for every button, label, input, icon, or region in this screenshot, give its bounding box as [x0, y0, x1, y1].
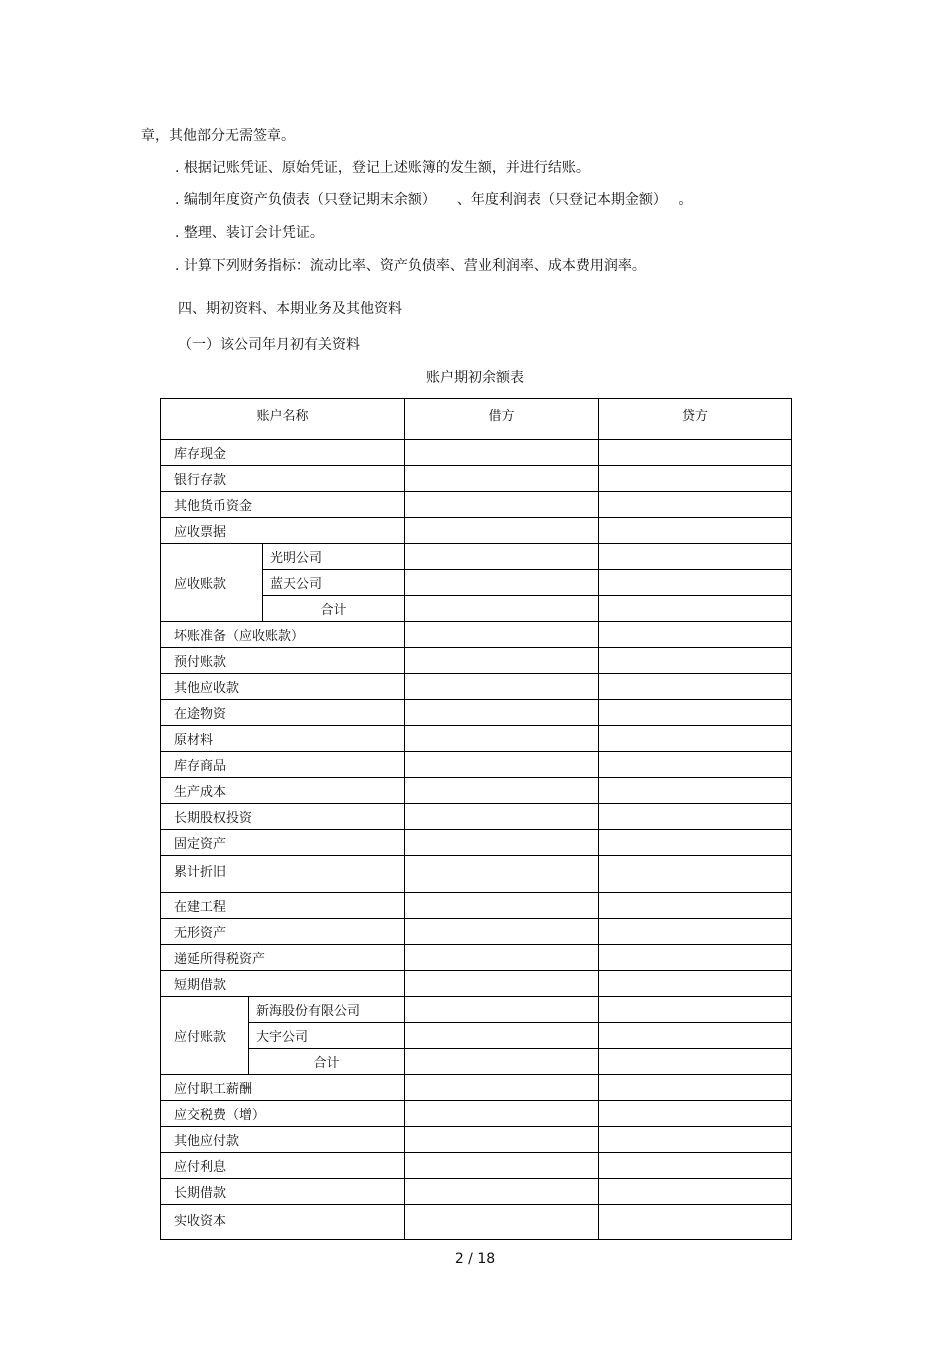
table-row: [161, 752, 792, 778]
table-row: [161, 1049, 792, 1075]
debit-cell: [405, 830, 599, 856]
credit-cell: [599, 726, 792, 752]
intro-line-4: . 整理、装订会计凭证。: [175, 225, 324, 241]
account-name: 应收票据: [161, 518, 405, 544]
account-sub-name: 大宇公司: [249, 1023, 405, 1049]
credit-cell: [599, 804, 792, 830]
account-name: 其他应收款: [161, 674, 405, 700]
debit-cell: [405, 440, 599, 466]
table-title: 账户期初余额表: [426, 370, 524, 386]
table-row: [161, 1153, 792, 1179]
credit-cell: [599, 997, 792, 1023]
debit-cell: [405, 1049, 599, 1075]
debit-cell: [405, 893, 599, 919]
intro-line-3: . 编制年度资产负债表（只登记期末余额） 、年度利润表（只登记本期金额） 。: [175, 192, 693, 208]
debit-cell: [405, 492, 599, 518]
table-row: [161, 440, 792, 466]
table-row: [161, 518, 792, 544]
account-name: 应付职工薪酬: [161, 1075, 405, 1101]
credit-cell: [599, 893, 792, 919]
table-row: [161, 648, 792, 674]
credit-cell: [599, 830, 792, 856]
table-row: [161, 622, 792, 648]
account-name: 长期借款: [161, 1179, 405, 1205]
debit-cell: [405, 726, 599, 752]
credit-cell: [599, 492, 792, 518]
table-row: [161, 830, 792, 856]
account-sub-name: 光明公司: [263, 544, 405, 570]
table-row: [161, 856, 792, 893]
credit-cell: [599, 1205, 792, 1240]
debit-cell: [405, 752, 599, 778]
account-name: 实收资本: [161, 1205, 405, 1240]
debit-cell: [405, 700, 599, 726]
account-name: 其他货币资金: [161, 492, 405, 518]
table-row: [161, 544, 792, 570]
account-name: 预付账款: [161, 648, 405, 674]
debit-cell: [405, 674, 599, 700]
table-row: [161, 1179, 792, 1205]
credit-cell: [599, 1179, 792, 1205]
debit-cell: [405, 570, 599, 596]
account-name: 应付利息: [161, 1153, 405, 1179]
credit-cell: [599, 570, 792, 596]
table-row: [161, 1127, 792, 1153]
table-row: [161, 1075, 792, 1101]
credit-cell: [599, 856, 792, 893]
debit-cell: [405, 466, 599, 492]
table-row: [161, 492, 792, 518]
debit-cell: [405, 596, 599, 622]
intro-line-5: . 计算下列财务指标：流动比率、资产负债率、营业利润率、成本费用润率。: [175, 258, 646, 274]
debit-cell: [405, 1153, 599, 1179]
debit-cell: [405, 544, 599, 570]
account-name: 递延所得税资产: [161, 945, 405, 971]
credit-cell: [599, 1023, 792, 1049]
account-sub-name: 蓝天公司: [263, 570, 405, 596]
header-account: 账户名称: [161, 399, 405, 440]
subtotal-label: 合计: [249, 1049, 405, 1075]
account-name: 累计折旧: [161, 856, 405, 893]
debit-cell: [405, 622, 599, 648]
credit-cell: [599, 1075, 792, 1101]
account-group-receivable: 应收账款: [161, 544, 263, 622]
debit-cell: [405, 1075, 599, 1101]
account-group-payable: 应付账款: [161, 997, 249, 1075]
account-name: 坏账准备（应收账款）: [161, 622, 405, 648]
table-row: [161, 945, 792, 971]
account-name: 生产成本: [161, 778, 405, 804]
credit-cell: [599, 919, 792, 945]
intro-line-2: . 根据记账凭证、原始凭证，登记上述账簿的发生额，并进行结账。: [175, 160, 590, 176]
debit-cell: [405, 1205, 599, 1240]
debit-cell: [405, 1101, 599, 1127]
debit-cell: [405, 518, 599, 544]
debit-cell: [405, 1179, 599, 1205]
credit-cell: [599, 752, 792, 778]
table-row: [161, 1101, 792, 1127]
credit-cell: [599, 596, 792, 622]
account-name: 库存现金: [161, 440, 405, 466]
subsection-heading: （一）该公司年月初有关资料: [178, 337, 360, 353]
credit-cell: [599, 518, 792, 544]
credit-cell: [599, 1153, 792, 1179]
credit-cell: [599, 622, 792, 648]
table-row: [161, 893, 792, 919]
account-name: 在建工程: [161, 893, 405, 919]
table-row: [161, 1023, 792, 1049]
credit-cell: [599, 440, 792, 466]
debit-cell: [405, 804, 599, 830]
credit-cell: [599, 945, 792, 971]
account-name: 短期借款: [161, 971, 405, 997]
account-name: 在途物资: [161, 700, 405, 726]
debit-cell: [405, 1023, 599, 1049]
header-credit: 贷方: [599, 399, 792, 440]
debit-cell: [405, 778, 599, 804]
account-name: 原材料: [161, 726, 405, 752]
table-row: [161, 1205, 792, 1240]
credit-cell: [599, 648, 792, 674]
account-sub-name: 新海股份有限公司: [249, 997, 405, 1023]
account-name: 库存商品: [161, 752, 405, 778]
debit-cell: [405, 1127, 599, 1153]
credit-cell: [599, 544, 792, 570]
intro-line-1: 章，其他部分无需签章。: [141, 128, 295, 144]
debit-cell: [405, 648, 599, 674]
account-name: 银行存款: [161, 466, 405, 492]
account-name: 应交税费（增）: [161, 1101, 405, 1127]
debit-cell: [405, 971, 599, 997]
credit-cell: [599, 1127, 792, 1153]
debit-cell: [405, 856, 599, 893]
debit-cell: [405, 945, 599, 971]
table-row: [161, 804, 792, 830]
debit-cell: [405, 997, 599, 1023]
opening-balance-table: [160, 398, 792, 1240]
page-number: 2 / 18: [454, 1251, 496, 1267]
credit-cell: [599, 1101, 792, 1127]
credit-cell: [599, 700, 792, 726]
table-row: [161, 466, 792, 492]
credit-cell: [599, 971, 792, 997]
credit-cell: [599, 778, 792, 804]
table-row: [161, 919, 792, 945]
table-row: [161, 726, 792, 752]
subtotal-label: 合计: [263, 596, 405, 622]
account-name: 固定资产: [161, 830, 405, 856]
section-heading: 四、期初资料、本期业务及其他资料: [178, 301, 402, 317]
credit-cell: [599, 1049, 792, 1075]
debit-cell: [405, 919, 599, 945]
credit-cell: [599, 674, 792, 700]
header-debit: 借方: [405, 399, 599, 440]
table-row: [161, 700, 792, 726]
account-name: 长期股权投资: [161, 804, 405, 830]
account-name: 无形资产: [161, 919, 405, 945]
table-row: [161, 971, 792, 997]
credit-cell: [599, 466, 792, 492]
table-row: [161, 674, 792, 700]
table-row: [161, 778, 792, 804]
table-row: [161, 997, 792, 1023]
account-name: 其他应付款: [161, 1127, 405, 1153]
table-header-row: [161, 399, 792, 440]
